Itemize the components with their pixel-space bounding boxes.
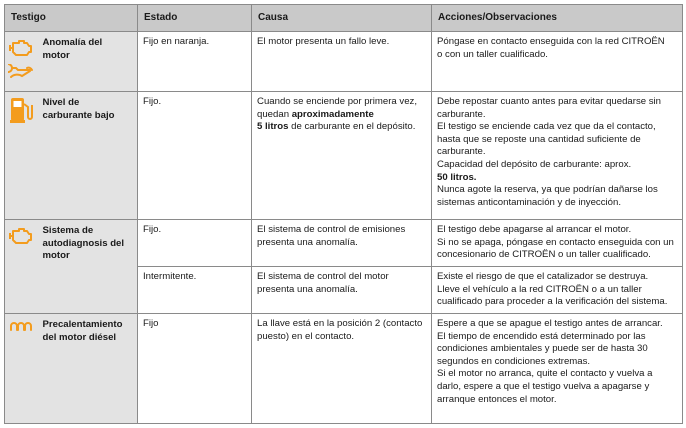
causa-bold: 5 litros <box>257 121 289 133</box>
acciones-line: Debe repostar cuanto antes para evitar quedarse sin carburante. <box>437 96 662 120</box>
causa-text: Cuando se enciende por primera vez, quedan <box>257 96 418 120</box>
table-row <box>5 220 683 267</box>
acciones-line: Si el motor no arranca, quite el contacto y vuelva a darlo, espere a que el testigo vuelva a apagarse y arranque entonces el motor. <box>437 368 653 405</box>
table-row <box>5 314 683 424</box>
header-estado: Estado <box>138 5 252 32</box>
acciones-line: Póngase en contacto enseguida con la red CITROËN <box>437 36 665 47</box>
acciones-line: Existe el riesgo de que el catalizador se destruya. <box>437 271 649 282</box>
estado-cell: Fijo. <box>138 92 252 220</box>
acciones-cell <box>432 92 683 220</box>
acciones-line: Espere a que se apague el testigo antes de arrancar. <box>437 318 663 329</box>
acciones-line: El testigo debe apagarse al arrancar el motor. <box>437 224 632 235</box>
row-title: Nivel de carburante bajo <box>39 92 138 220</box>
acciones-line: El tiempo de encendido está determinado por las condiciones ambientales y puede ser de hasta 30 segundos en condiciones extremas. <box>437 330 648 367</box>
glow-plug-icon <box>8 318 37 334</box>
causa-cell <box>252 92 432 220</box>
row-title: Sistema de autodiagnosis del motor <box>39 220 138 314</box>
acciones-line: Lleve el vehículo a la red CITROËN o a un taller cualificado para proceder a la verificación del sistema. <box>437 283 668 308</box>
causa-text: de carburante en el depósito. <box>288 121 416 133</box>
causa-cell: El sistema de control de emisiones presenta una anomalía. <box>252 220 432 267</box>
acciones-bold-line: 50 litros. <box>437 171 477 183</box>
icon-cell <box>5 314 39 424</box>
estado-cell: Fijo <box>138 314 252 424</box>
estado-cell: Fijo. <box>138 220 252 267</box>
icon-cell <box>5 92 39 220</box>
causa-bold: aproximadamente <box>291 108 374 120</box>
header-acciones: Acciones/Observaciones <box>432 5 683 32</box>
row-title: Precalentamiento del motor diésel <box>39 314 138 424</box>
acciones-line: El testigo se enciende cada vez que da el contacto, hasta que se reposte una cantidad suficiente de carburante. <box>437 121 656 158</box>
table-row <box>5 32 683 92</box>
causa-cell: El motor presenta un fallo leve. <box>252 32 432 92</box>
acciones-line: Si no se apaga, póngase en contacto enseguida con un concesionario de CITROËN o un taller cualificado. <box>437 236 674 261</box>
estado-cell: Intermitente. <box>138 267 252 314</box>
table-header-row <box>5 5 683 32</box>
acciones-line: Nunca agote la reserva, ya que podrían dañarse los sistemas anticontaminación y de inyección. <box>437 184 658 208</box>
header-testigo: Testigo <box>5 5 138 32</box>
acciones-line: o con un taller cualificado. <box>437 48 548 60</box>
warning-lights-table-page <box>4 4 682 425</box>
engine-diagnosis-icon <box>8 224 37 248</box>
row-title: Anomalía del motor <box>39 32 138 92</box>
fuel-pump-icon <box>8 96 37 124</box>
warning-lights-table <box>4 4 683 424</box>
icon-cell <box>5 220 39 314</box>
icon-cell <box>5 32 39 92</box>
causa-cell: La llave está en la posición 2 (contacto puesto) en el contacto. <box>252 314 432 424</box>
acciones-cell <box>432 314 683 424</box>
acciones-cell <box>432 220 683 267</box>
causa-cell: El sistema de control del motor presenta una anomalía. <box>252 267 432 314</box>
header-causa: Causa <box>252 5 432 32</box>
acciones-line: Capacidad del depósito de carburante: aprox. <box>437 158 632 170</box>
table-row <box>5 92 683 220</box>
engine-warning-icon <box>8 36 37 60</box>
acciones-cell <box>432 32 683 92</box>
estado-cell: Fijo en naranja. <box>138 32 252 92</box>
wrench-icon <box>8 64 37 82</box>
acciones-cell <box>432 267 683 314</box>
